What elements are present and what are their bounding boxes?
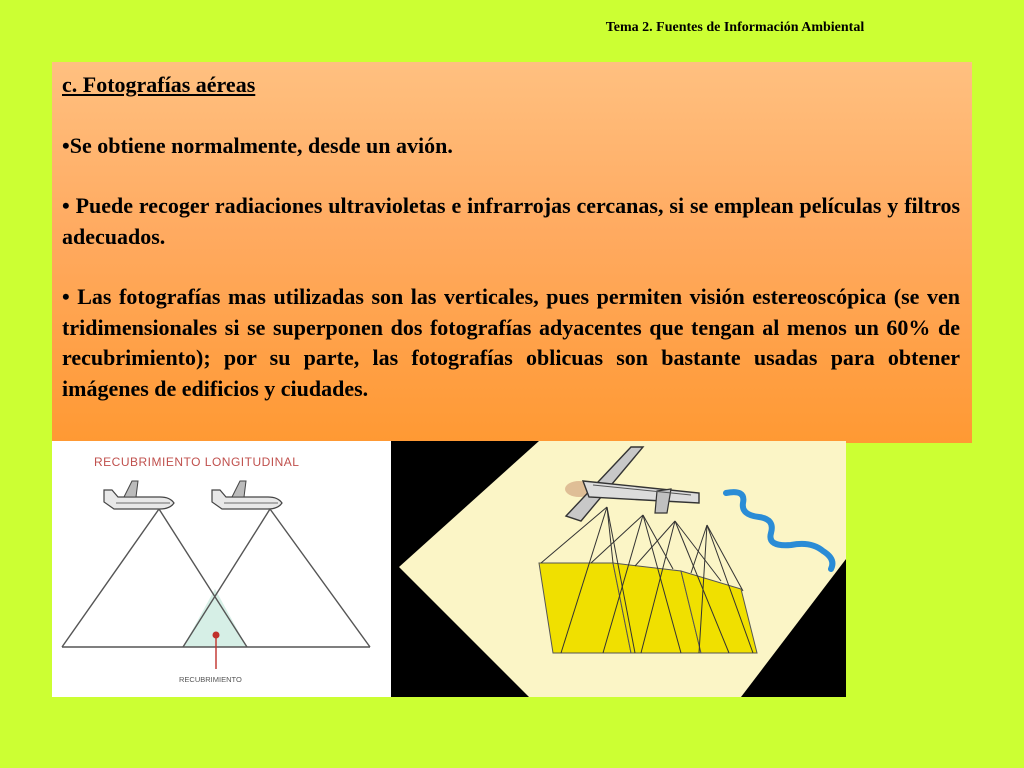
overlap-diagram	[52, 441, 391, 697]
overlap-label: RECUBRIMIENTO	[179, 675, 242, 684]
slide-header: Tema 2. Fuentes de Información Ambiental	[605, 20, 865, 35]
aerial-survey-illustration	[391, 441, 846, 697]
bullet-1: •Se obtiene normalmente, desde un avión.	[62, 132, 453, 158]
section-title: c. Fotografías aéreas	[62, 72, 256, 97]
bullet-3: • Las fotografías mas utilizadas son las verticales, pues permiten visión estereoscópica (se ven tridimensionales si se superponen dos fotografías adyacentes que tengan al menos un 60% de recubrimiento); por su parte, las fotografías oblicuas son bastante usadas para obtener imágenes de edificios y ciudades.	[62, 284, 960, 401]
overlap-diagram-title: RECUBRIMIENTO LONGITUDINAL	[94, 455, 300, 469]
bullet-2: • Puede recoger radiaciones ultravioletas e infrarrojas cercanas, si se emplean películas y filtros adecuados.	[62, 193, 960, 249]
plane-1-icon	[104, 481, 174, 509]
content-panel	[52, 62, 972, 443]
plane-2-icon	[212, 481, 282, 509]
